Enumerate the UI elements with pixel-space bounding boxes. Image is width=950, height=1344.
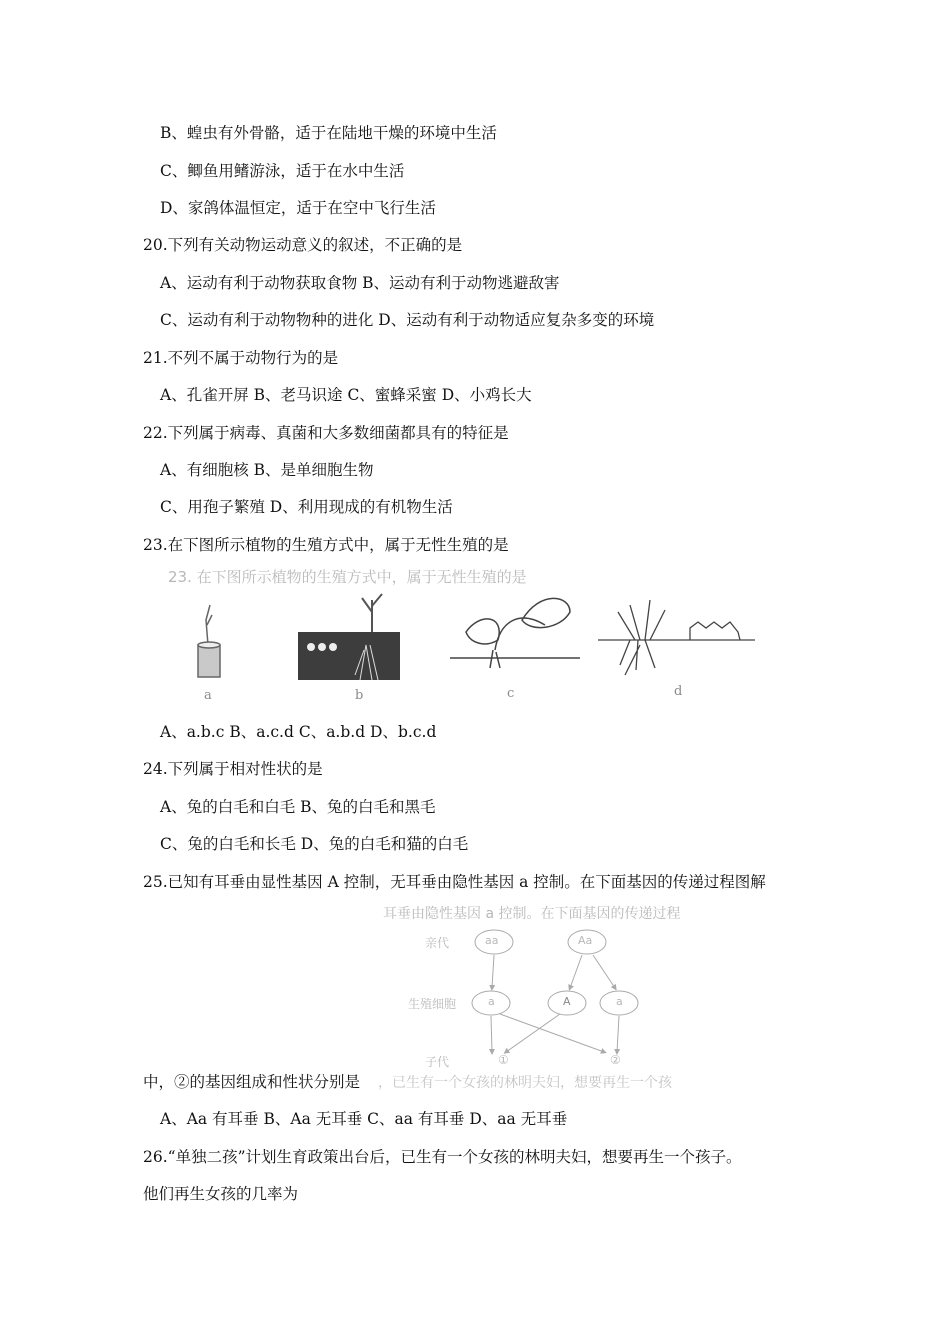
child-1-marker: ① [498, 1053, 509, 1067]
option-d-pigeon: D、家鸽体温恒定，适于在空中飞行生活 [160, 199, 436, 217]
row-label-child: 子代 [425, 1055, 450, 1069]
figure-23-label-c: c [507, 686, 515, 701]
question-23-options: A、a.b.c B、a.c.d C、a.b.d D、b.c.d [160, 723, 437, 741]
figure-25-header: 耳垂由隐性基因 a 控制。在下面基因的传递过程 [383, 906, 681, 922]
gamete-3-allele: a [616, 995, 623, 1008]
question-22: 22.下列属于病毒、真菌和大多数细菌都具有的特征是 [143, 424, 509, 442]
question-24-options-ab: A、兔的白毛和白毛 B、兔的白毛和黑毛 [160, 798, 436, 816]
question-22-options-ab: A、有细胞核 B、是单细胞生物 [160, 461, 374, 479]
option-c-crucian: C、鲫鱼用鳍游泳，适于在水中生活 [160, 162, 405, 180]
gamete-2-allele: A [563, 995, 571, 1008]
question-21: 21.不列不属于动物行为的是 [143, 349, 339, 367]
figure-25-bleed-text: ，已生有一个女孩的林明夫妇，想要再生一个孩 [378, 1075, 672, 1091]
question-26: 26.“单独二孩”计划生育政策出台后，已生有一个女孩的林明夫妇，想要再生一个孩子。 [143, 1148, 742, 1166]
gamete-1-allele: a [488, 995, 495, 1008]
row-label-parent: 亲代 [425, 936, 450, 950]
parent-1-genotype: aa [485, 934, 499, 947]
option-b-locust: B、蝗虫有外骨骼，适于在陆地干燥的环境中生活 [160, 124, 497, 142]
question-24: 24.下列属于相对性状的是 [143, 760, 323, 778]
question-23: 23.在下图所示植物的生殖方式中，属于无性生殖的是 [143, 536, 509, 554]
figure-23-label-b: b [355, 688, 364, 703]
parent-2-genotype: Aa [578, 934, 593, 947]
question-20: 20.下列有关动物运动意义的叙述，不正确的是 [143, 236, 463, 254]
row-label-gamete: 生殖细胞 [408, 997, 457, 1011]
question-24-options-cd: C、兔的白毛和长毛 D、兔的白毛和猫的白毛 [160, 835, 469, 853]
figure-23-caption: 23. 在下图所示植物的生殖方式中，属于无性生殖的是 [168, 568, 527, 586]
question-25-options: A、Aa 有耳垂 B、Aa 无耳垂 C、aa 有耳垂 D、aa 无耳垂 [160, 1110, 568, 1128]
question-25: 25.已知有耳垂由显性基因 A 控制，无耳垂由隐性基因 a 控制。在下面基因的传递过程图解 [143, 873, 766, 891]
figure-23-label-a: a [204, 688, 212, 703]
question-21-options: A、孔雀开屏 B、老马识途 C、蜜蜂采蜜 D、小鸡长大 [160, 386, 532, 404]
question-25-continuation: 中，②的基因组成和性状分别是 [143, 1073, 361, 1091]
question-26-continuation: 他们再生女孩的几率为 [143, 1185, 299, 1203]
question-20-options-cd: C、运动有利于动物物种的进化 D、运动有利于动物适应复杂多变的环境 [160, 311, 655, 329]
question-22-options-cd: C、用孢子繁殖 D、利用现成的有机物生活 [160, 498, 453, 516]
figure-23-label-d: d [674, 684, 683, 699]
question-20-options-ab: A、运动有利于动物获取食物 B、运动有利于动物逃避敌害 [160, 274, 560, 292]
child-2-marker: ② [610, 1053, 621, 1067]
